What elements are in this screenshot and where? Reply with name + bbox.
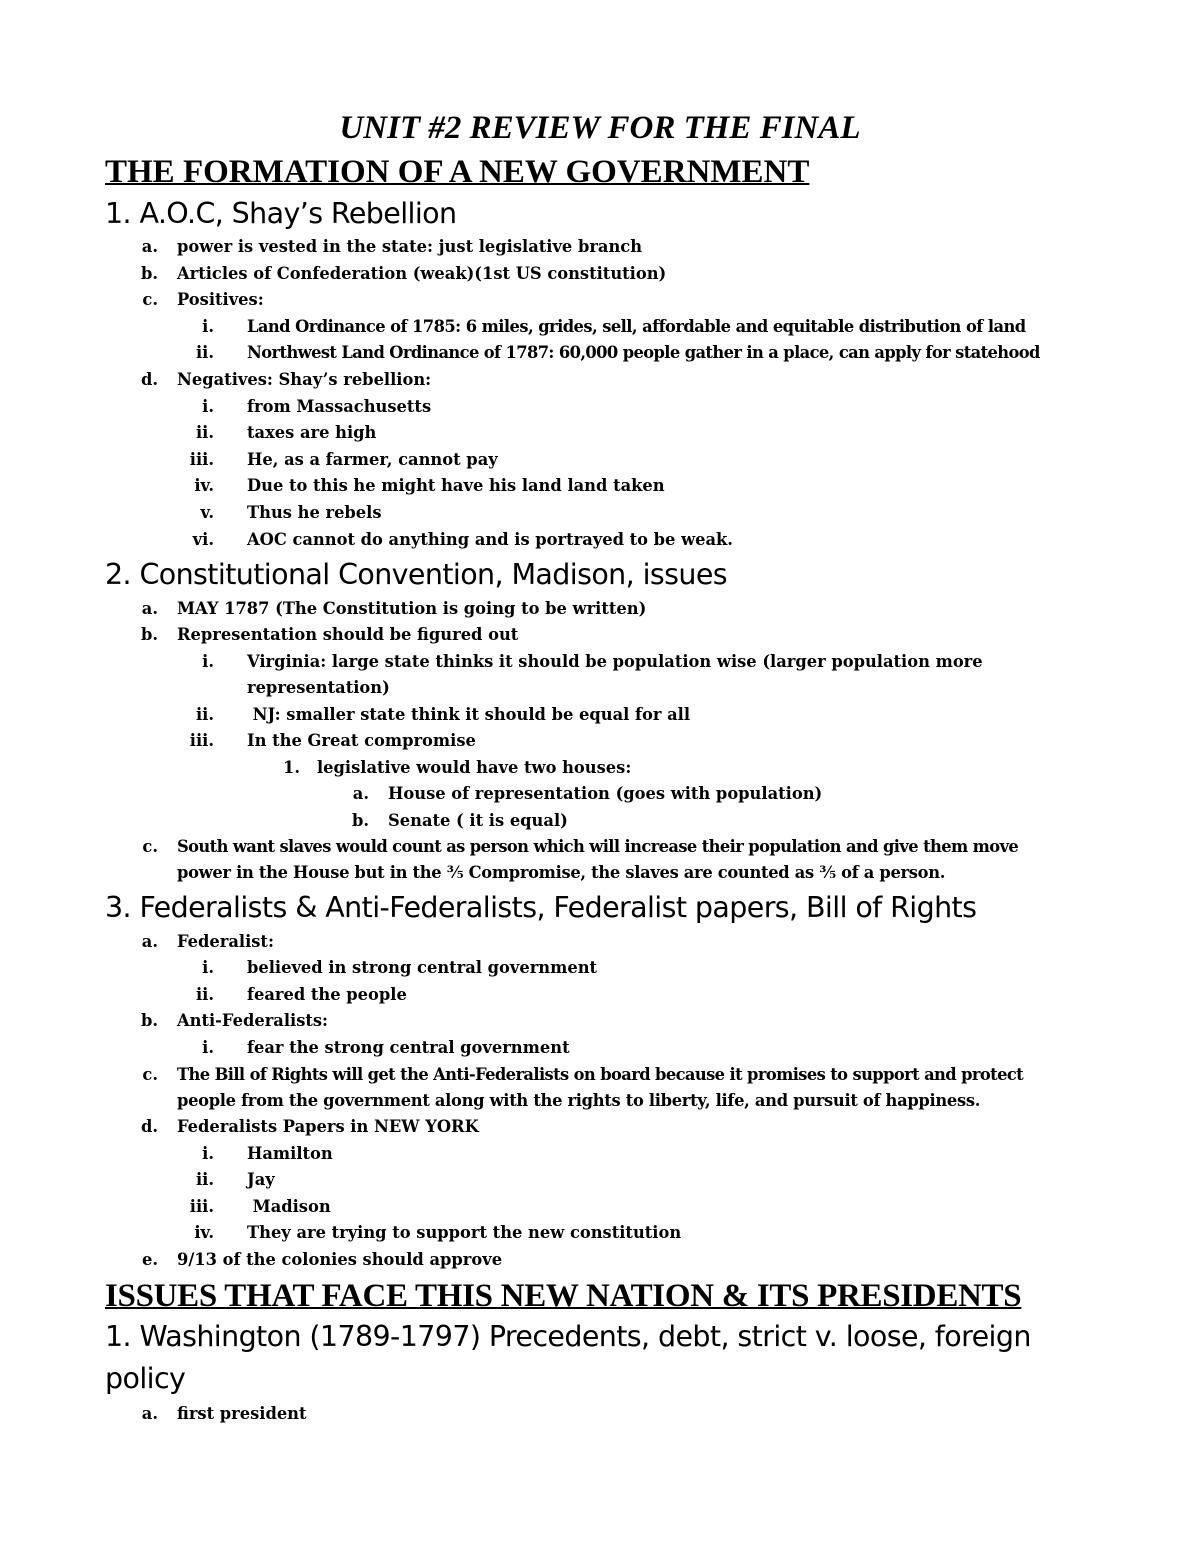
list-marker: a. [352,784,369,803]
list-marker: v. [200,503,214,522]
list-marker: i. [202,1144,214,1163]
list-marker: b. [351,811,369,830]
list-text: NJ: smaller state think it should be equal for all [247,705,691,724]
list-text: Jay [247,1170,275,1189]
list-marker: c. [142,837,158,856]
list-text: feared the people [247,985,407,1004]
list-text: House of representation (goes with population) [388,784,823,803]
list-text: South want slaves would count as person which will increase their population and give them move [177,837,1019,856]
topic-heading: 1. A.O.C, Shay’s Rebellion [105,197,457,230]
section-heading: ISSUES THAT FACE THIS NEW NATION & ITS PRESIDENTS [105,1278,1022,1314]
list-text: believed in strong central government [247,958,598,977]
list-marker: a. [141,1404,158,1423]
list-text: They are trying to support the new constitution [247,1223,682,1242]
list-marker: 1. [283,758,300,777]
list-marker: iii. [189,731,214,750]
list-marker: a. [141,237,158,256]
list-text: MAY 1787 (The Constitution is going to be written) [177,599,647,618]
list-marker: a. [141,932,158,951]
list-text: Thus he rebels [247,503,382,522]
list-text: Virginia: large state thinks it should be population wise (larger population more [247,652,983,671]
list-text: people from the government along with the rights to liberty, life, and pursuit of happiness. [177,1091,981,1110]
document-title: UNIT #2 REVIEW FOR THE FINAL [339,110,861,146]
list-text: Due to this he might have his land land taken [247,476,665,495]
list-marker: d. [140,1117,158,1136]
list-text: Anti-Federalists: [177,1011,329,1030]
list-marker: i. [202,397,214,416]
list-text: Negatives: Shay’s rebellion: [177,370,432,389]
list-text: Federalists Papers in NEW YORK [177,1117,479,1136]
list-marker: iv. [194,476,214,495]
list-marker: iv. [194,1223,214,1242]
list-marker: iii. [189,450,214,469]
list-marker: i. [202,317,214,336]
list-marker: vi. [192,530,214,549]
list-marker: c. [142,1065,158,1084]
list-text: Articles of Confederation (weak)(1st US constitution) [177,264,667,283]
section-heading: THE FORMATION OF A NEW GOVERNMENT [105,154,810,190]
list-text: The Bill of Rights will get the Anti-Federalists on board because it promises to support and protect [177,1065,1024,1084]
list-marker: b. [140,625,158,644]
list-text: power in the House but in the ⅗ Compromise, the slaves are counted as ⅗ of a person. [177,863,946,882]
list-marker: i. [202,652,214,671]
list-marker: c. [142,290,158,309]
list-text: legislative would have two houses: [317,758,632,777]
list-marker: i. [202,958,214,977]
list-text: Senate ( it is equal) [388,811,568,830]
list-text: Positives: [177,290,264,309]
list-marker: d. [140,370,158,389]
list-text: representation) [247,678,390,697]
list-marker: i. [202,1038,214,1057]
list-marker: ii. [195,1170,214,1189]
list-text: Northwest Land Ordinance of 1787: 60,000 people gather in a place, can apply for statehood [247,343,1040,362]
list-text: Hamilton [247,1144,333,1163]
list-text: taxes are high [247,423,377,442]
list-text: In the Great compromise [247,731,476,750]
list-text: Representation should be figured out [177,625,519,644]
list-text: power is vested in the state: just legislative branch [177,237,643,256]
list-marker: ii. [195,343,214,362]
list-marker: b. [140,1011,158,1030]
list-text: fear the strong central government [247,1038,570,1057]
list-text: Federalist: [177,932,274,951]
topic-heading: 3. Federalists & Anti-Federalists, Federalist papers, Bill of Rights [105,891,977,924]
list-text: Madison [247,1197,331,1216]
list-marker: ii. [195,423,214,442]
topic-heading: 2. Constitutional Convention, Madison, issues [105,558,728,591]
topic-heading: 1. Washington (1789-1797) Precedents, debt, strict v. loose, foreign policy [105,1320,1031,1395]
list-text: 9/13 of the colonies should approve [177,1250,503,1269]
list-text: from Massachusetts [247,397,432,416]
list-text: Land Ordinance of 1785: 6 miles, grides, sell, affordable and equitable distribution of land [247,317,1026,336]
list-marker: a. [141,599,158,618]
list-marker: e. [141,1250,158,1269]
list-text: first president [177,1404,307,1423]
list-marker: b. [140,264,158,283]
list-marker: ii. [195,705,214,724]
list-marker: ii. [195,985,214,1004]
list-text: AOC cannot do anything and is portrayed to be weak. [247,530,733,549]
list-text: He, as a farmer, cannot pay [247,450,498,469]
list-marker: iii. [189,1197,214,1216]
